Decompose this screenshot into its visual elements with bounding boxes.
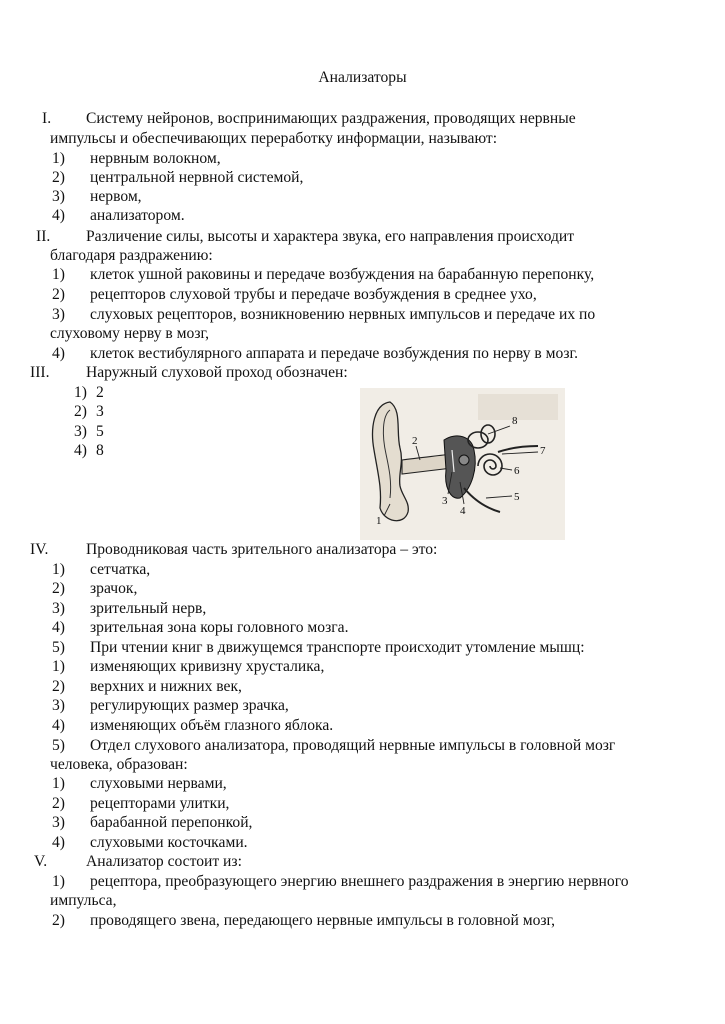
question-5a-text: При чтении книг в движущемся транспорте происходит утомление мышц: bbox=[90, 639, 585, 656]
option-text: 5 bbox=[96, 423, 104, 440]
option-number: 2) bbox=[52, 912, 65, 929]
question-2-number: II. bbox=[36, 228, 51, 245]
option-text: 8 bbox=[96, 442, 104, 459]
option-text: клеток ушной раковины и передаче возбуждения на барабанную перепонку, bbox=[90, 266, 595, 283]
figure-label: 2 bbox=[412, 435, 418, 447]
option-number: 2) bbox=[52, 169, 65, 186]
figure-label: 1 bbox=[376, 515, 382, 527]
figure-label: 8 bbox=[512, 415, 518, 427]
question-1-number: I. bbox=[42, 110, 52, 127]
option-number: 2) bbox=[52, 580, 65, 597]
figure-label: 3 bbox=[442, 495, 448, 507]
question-5b-text: Отдел слухового анализатора, проводящий нервные импульсы в головной мозг bbox=[90, 737, 616, 754]
option-text: слуховыми косточками. bbox=[90, 834, 248, 851]
option-text: слуховых рецепторов, возникновению нервных импульсов и передаче их по bbox=[90, 306, 596, 323]
question-5-text: Анализатор состоит из: bbox=[86, 853, 242, 870]
option-number: 2) bbox=[52, 795, 65, 812]
question-4-text: Проводниковая часть зрительного анализатора – это: bbox=[86, 541, 438, 558]
ear-diagram bbox=[360, 388, 565, 540]
option-number: 3) bbox=[52, 600, 65, 617]
option-number: 1) bbox=[74, 384, 87, 401]
option-text: верхних и нижних век, bbox=[90, 678, 242, 695]
question-5b-text-cont: человека, образован: bbox=[50, 756, 188, 773]
option-number: 1) bbox=[52, 561, 65, 578]
ossicle-shape bbox=[459, 455, 469, 465]
question-5-number: V. bbox=[34, 853, 48, 870]
question-4-number: IV. bbox=[30, 541, 49, 558]
option-number: 4) bbox=[52, 345, 65, 362]
option-number: 2) bbox=[52, 678, 65, 695]
option-number: 1) bbox=[52, 873, 65, 890]
option-text: изменяющих кривизну хрусталика, bbox=[90, 658, 325, 675]
option-number: 4) bbox=[52, 207, 65, 224]
option-text: нервом, bbox=[90, 188, 142, 205]
option-text: слуховыми нервами, bbox=[90, 775, 227, 792]
option-number: 4) bbox=[52, 619, 65, 636]
option-text: рецептора, преобразующего энергию внешнего раздражения в энергию нервного bbox=[90, 873, 629, 890]
option-text: 3 bbox=[96, 403, 104, 420]
option-number: 3) bbox=[74, 423, 87, 440]
figure-label: 4 bbox=[460, 505, 466, 517]
option-number: 4) bbox=[52, 717, 65, 734]
option-text: клеток вестибулярного аппарата и передаче возбуждения по нерву в мозг. bbox=[90, 345, 579, 362]
option-number: 1) bbox=[52, 150, 65, 167]
option-number: 4) bbox=[74, 442, 87, 459]
option-number: 3) bbox=[52, 306, 65, 323]
page-title: Анализаторы bbox=[318, 69, 407, 86]
option-number: 3) bbox=[52, 697, 65, 714]
question-5a-number: 5) bbox=[52, 639, 65, 656]
question-1-text-cont: импульсы и обеспечивающих переработку информации, называют: bbox=[50, 130, 498, 147]
option-number: 1) bbox=[52, 658, 65, 675]
option-text: рецепторов слуховой трубы и передаче возбуждения в среднее ухо, bbox=[90, 286, 537, 303]
figure-label: 7 bbox=[540, 445, 546, 457]
option-number: 1) bbox=[52, 775, 65, 792]
option-text: барабанной перепонкой, bbox=[90, 814, 253, 831]
question-2-text-cont: благодаря раздражению: bbox=[50, 247, 213, 264]
question-5b-number: 5) bbox=[52, 737, 65, 754]
option-text-cont: слуховому нерву в мозг, bbox=[50, 325, 210, 342]
option-text-cont: импульса, bbox=[50, 892, 117, 909]
option-number: 3) bbox=[52, 188, 65, 205]
option-text: зрительная зона коры головного мозга. bbox=[90, 619, 349, 636]
option-text: зрительный нерв, bbox=[90, 600, 207, 617]
option-text: сетчатка, bbox=[90, 561, 151, 578]
option-text: нервным волокном, bbox=[90, 150, 221, 167]
question-1-text: Систему нейронов, воспринимающих раздражения, проводящих нервные bbox=[86, 110, 576, 127]
option-text: регулирующих размер зрачка, bbox=[90, 697, 289, 714]
option-number: 1) bbox=[52, 266, 65, 283]
option-number: 3) bbox=[52, 814, 65, 831]
option-number: 2) bbox=[52, 286, 65, 303]
question-2-text: Различение силы, высоты и характера звука, его направления происходит bbox=[86, 228, 575, 245]
figure-label: 6 bbox=[514, 465, 520, 477]
option-text: 2 bbox=[96, 384, 104, 401]
question-3-number: III. bbox=[30, 364, 50, 381]
option-number: 4) bbox=[52, 834, 65, 851]
option-text: изменяющих объём глазного яблока. bbox=[90, 717, 334, 734]
option-number: 2) bbox=[74, 403, 87, 420]
option-text: центральной нервной системой, bbox=[90, 169, 304, 186]
question-3-text: Наружный слуховой проход обозначен: bbox=[86, 364, 348, 381]
option-text: рецепторами улитки, bbox=[90, 795, 230, 812]
option-text: зрачок, bbox=[90, 580, 138, 597]
option-text: проводящего звена, передающего нервные импульсы в головной мозг, bbox=[90, 912, 556, 929]
figure-label: 5 bbox=[514, 491, 520, 503]
option-text: анализатором. bbox=[90, 207, 185, 224]
